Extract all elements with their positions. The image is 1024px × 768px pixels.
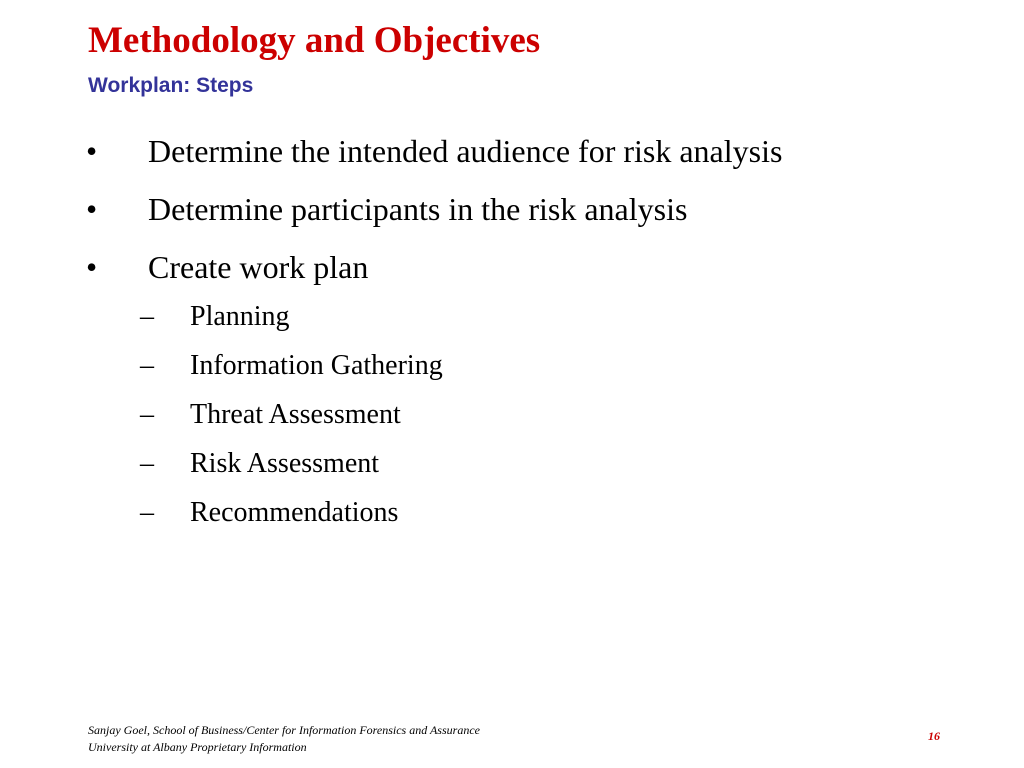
bullet-icon: • [86, 191, 98, 227]
slide-title: Methodology and Objectives [88, 20, 541, 61]
sub-bullet-item [140, 295, 443, 344]
sub-bullet-list [140, 295, 443, 540]
sub-bullet-item [140, 491, 443, 540]
sub-bullet-item [140, 442, 443, 491]
dash-icon: – [140, 350, 154, 381]
dash-icon: – [140, 399, 154, 430]
footer-author-line: Sanjay Goel, School of Business/Center for Information Forensics and Assurance [88, 723, 480, 737]
dash-icon: – [140, 301, 154, 332]
dash-icon: – [140, 448, 154, 479]
sub-bullet-text: Recommendations [190, 497, 399, 528]
bullet-list [86, 126, 782, 300]
bullet-text: Create work plan [148, 249, 369, 285]
sub-bullet-text: Information Gathering [190, 350, 443, 381]
bullet-text: Determine the intended audience for risk analysis [148, 133, 783, 169]
sub-bullet-text: Planning [190, 301, 290, 332]
bullet-text: Determine participants in the risk analysis [148, 191, 688, 227]
bullet-icon: • [86, 133, 98, 169]
dash-icon: – [140, 497, 154, 528]
sub-bullet-item [140, 393, 443, 442]
bullet-item [86, 242, 782, 300]
bullet-icon: • [86, 249, 98, 285]
footer-proprietary-line: University at Albany Proprietary Information [88, 740, 307, 754]
sub-bullet-text: Threat Assessment [190, 399, 401, 430]
slide-subtitle: Workplan: Steps [88, 74, 254, 97]
sub-bullet-text: Risk Assessment [190, 448, 380, 479]
bullet-item [86, 184, 782, 242]
sub-bullet-item [140, 344, 443, 393]
bullet-item [86, 126, 782, 184]
footer-attribution [88, 722, 480, 756]
page-number: 16 [928, 729, 940, 743]
